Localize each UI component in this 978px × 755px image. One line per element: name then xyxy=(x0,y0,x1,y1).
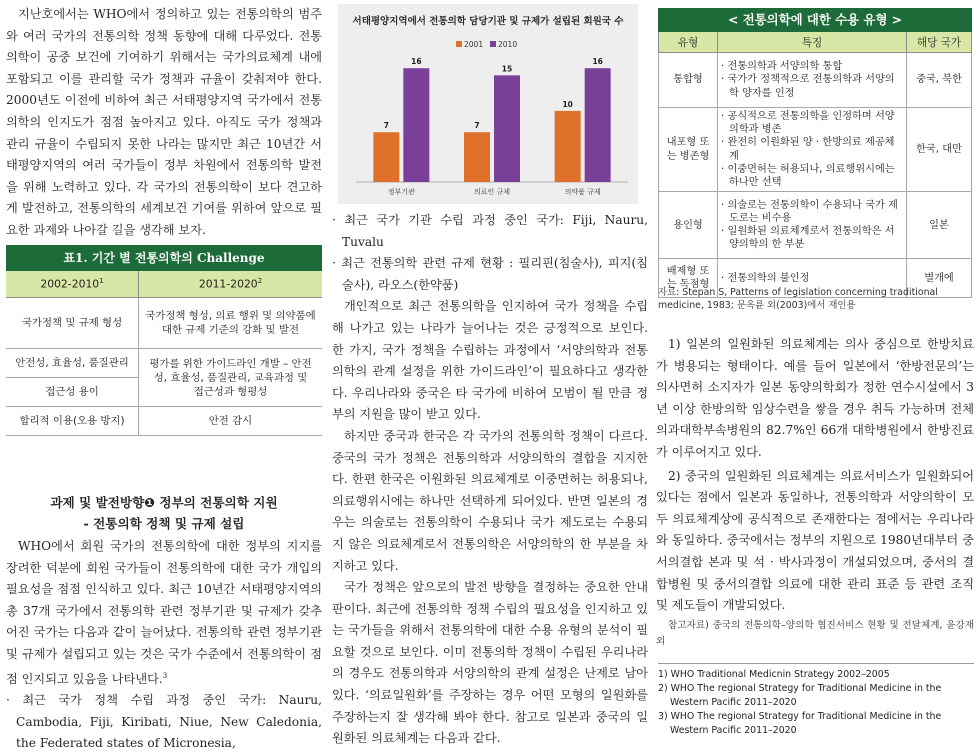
intro-paragraph: 지난호에서는 WHO에서 정의하고 있는 전통의학의 범주와 여러 국가의 전통의학 정책 동향에 대해 다루었다. 전통의학이 공중 보건에 기여하기 위해서는 국가의료체계 내에 포함되고 이를 관리할 국가 정책과 규율이 갖춰져야 한다. 2000년도 이전에 비하여 최근 서태평양지역 국가에서 전통의학의 인지도가 점점 높아지고 있다. 아직도 국가 정책과 관리 규율이 수립되지 못한 나라는 많지만 최근 10년간 서태평양지역의 여러 국가들이 정부 차원에서 전통의학 발전을 위해 노력하고 있다. 각 국가의 전통의학이 보다 견고하게 발전하고, 전통의학의 세계보건 기여를 위하여 앞으로 필요한 과제와 나아갈 길을 생각해 보자. xyxy=(6,7,322,237)
table-cell: 합리적 이용(오용 방지) xyxy=(6,407,139,436)
feature-item: · 의술로는 전통의학이 수용되나 국가 제도로는 비수용 xyxy=(721,199,898,225)
bar-2010-2 xyxy=(585,68,611,182)
feature-item: · 완전히 이원화된 양 · 한방의료 제공체계 xyxy=(721,137,895,162)
feature-item: · 전통의학과 서양의학 통합 xyxy=(721,61,843,73)
table-header-row xyxy=(6,271,322,298)
body-paragraph: 1) 일본의 일원화된 의료체계는 의사 중심으로 한방치료가 병용되는 형태이다. 예를 들어 일본에서 ‘한방전문의’는 의사면허 소지자가 일본 동양의학회가 정한 연수시설에서 3년 이상 한방의학 임상수련을 쌓을 경우 취득 가능하며 전체 의과대학부속병원의 82.7%인 66개 대학병원에서 한방진료가 이루어지고 있다. xyxy=(656,337,974,459)
header-country: 해당 국가 xyxy=(907,32,972,53)
data-label-2010-1: 15 xyxy=(501,64,513,74)
header-features: 특징 xyxy=(718,32,907,53)
data-label-2001-2: 10 xyxy=(562,99,573,109)
body-paragraph: 개인적으로 최근 전통의학을 인지하여 국가 정책을 수립해 나가고 있는 나라가 늘어나는 것은 긍정적으로 보인다. 한 가지, 국가 정책을 수립하는 과정에서 ‘서양의학과 전통의학의 관계 설정을 위한 가이드라인’이 필요하다고 생각한다. 우리나라와 중국은 타 국가에 비하여 모범이 될 만큼 정부의 지원을 많이 받고 있다. xyxy=(332,299,648,422)
legend-swatch-2001 xyxy=(456,41,462,47)
body-paragraph: 국가 정책은 앞으로의 발전 방향을 결정하는 중요한 안내판이다. 최근에 전통의학 정책 수립의 필요성을 인지하고 있는 국가들을 위해서 전통의학에 대한 수용 유형의 분석이 필요할 것으로 보인다. 이미 전통의학 정책이 수립된 우리나라의 경우도 전통의학과 서양의학의 관계 설정은 난제로 남아있다. ‘의료일원화’를 주장하는 경우 어떤 모형의 일원화를 주장하는지 잘 생각해 봐야 한다. 참고로 일본과 중국의 일원화된 의료체계는 다음과 같다. xyxy=(332,580,648,746)
category-label-1: 의료인 규제 xyxy=(473,188,511,196)
table-cell: 접근성 용이 xyxy=(6,378,139,407)
chart-title: 서태평양지역에서 전통의학 담당기관 및 규제가 설립된 회원국 수 xyxy=(352,16,624,27)
bar-chart xyxy=(338,4,638,204)
feature-item: · 일원화된 의료체계로서 전통의학은 서양의학의 한 부분 xyxy=(721,226,895,251)
table-row xyxy=(659,192,972,259)
bar-2001-1 xyxy=(464,132,490,182)
table-cell-type: 내포형 또는 병존형 xyxy=(659,108,718,192)
header-2011-2020: 2011-2020$^2$ xyxy=(139,271,323,298)
section-title-line1: 과제 및 발전방향❶ 정부의 전통의학 지원 xyxy=(50,495,278,510)
legend-label-2001: 2001 xyxy=(464,40,484,49)
table-cell-type: 용인형 xyxy=(659,192,718,259)
feature-item: · 공식적으로 전통의학을 인정하며 서양의학과 병존 xyxy=(721,111,895,136)
bullet-item: · 최근 국가 정책 수립 과정 중인 국가: Nauru, Cambodia, Fiji, Kiribati, Niue, New Caledonia, the Federated states of Micronesia, xyxy=(6,693,322,751)
bar-2010-1 xyxy=(494,75,520,182)
table-cell: 안전 감시 xyxy=(139,407,323,436)
feature-item: · 국가가 정책적으로 전통의학과 서양의학 양자를 인정 xyxy=(721,74,895,99)
table-cell-features xyxy=(718,53,907,108)
table-cell-country: 별개에 xyxy=(907,259,972,298)
table-row xyxy=(6,349,322,378)
table-cell-country: 일본 xyxy=(907,192,972,259)
bar-2001-2 xyxy=(555,111,581,182)
data-label-2010-2: 16 xyxy=(592,57,603,67)
table-source: 자료: Stepan S, Patterns of legislation concerning traditional medicine, 1983; 문옥륜 외(2003)에서 재인용 xyxy=(658,287,938,311)
table-cell: 평가를 위한 가이드라인 개발 – 안전성, 효율성, 품질관리, 교육과정 및 접근성과 형평성 xyxy=(139,349,323,407)
header-2002-2010: 2002-2010$^1$ xyxy=(6,271,139,298)
table-cell-type: 통합형 xyxy=(659,53,718,108)
bullet-item: · 최근 전통의학 관련 규제 현황 : 필리핀(침술사), 피지(침술사), 라오스(한약품) xyxy=(332,256,648,292)
body-paragraph: WHO에서 회원 국가의 전통의학에 대한 정부의 지지를 장려한 덕분에 회원 국가들이 전통의학에 대한 국가 개입의 필요성을 점점 인식하고 있다. 최근 10년간 서태평양지역의 총 37개 국가에서 전통의학 관련 정부기관 및 규제가 갖추어진 국가는 다음과 같이 늘어났다. 전통의학 관련 정부기관 및 규제가 설립되고 있는 것은 국가 수준에서 전통의학이 점점 인지되고 있음을 나타낸다.$^3$ xyxy=(6,539,322,686)
data-label-2010-0: 16 xyxy=(411,57,422,67)
table-caption: < 전통의학에 대한 수용 유형 > xyxy=(658,8,972,32)
legend-label-2010: 2010 xyxy=(498,40,518,49)
section-title-line2: - 전통의학 정책 및 규제 설립 xyxy=(83,516,245,531)
acceptance-table xyxy=(658,32,972,298)
reference-note: 참고자료) 중국의 전통의학–양의학 협진서비스 현황 및 전달체계, 윤강재 외 xyxy=(656,619,974,647)
table-cell: 국가정책 형성, 의료 행위 및 의약품에 대한 규제 기준의 강화 및 발전 xyxy=(139,298,323,349)
column-2 xyxy=(332,210,648,750)
table-cell-type: 배제형 또는 독점형 xyxy=(659,259,718,298)
chart-legend xyxy=(456,40,517,49)
table-row xyxy=(6,407,322,436)
table-acceptance-types xyxy=(658,8,972,298)
table-cell-country: 중국, 북한 xyxy=(907,53,972,108)
table-cell: 안전성, 효율성, 품질관리 xyxy=(6,349,139,378)
legend-swatch-2010 xyxy=(490,41,496,47)
column-1 xyxy=(6,4,322,242)
footnote-item: 3) WHO The regional Strategy for Traditional Medicine in the Western Pacific 2011–2020 xyxy=(658,711,942,736)
bullet-item: · 최근 국가 기관 수립 과정 중인 국가: Fiji, Nauru, Tuvalu xyxy=(332,213,648,249)
feature-item: · 전통의학의 불인정 xyxy=(721,272,810,284)
bar-2010-0 xyxy=(403,68,429,182)
section-heading xyxy=(6,492,322,534)
data-label-2001-0: 7 xyxy=(383,121,389,131)
body-paragraph: 2) 중국의 일원화된 의료체계는 의료서비스가 일원화되어 있다는 점에서 일본과 동일하나, 전통의학과 서양의학이 모두 의료체계상에 공식적으로 존재한다는 점에서는 우리나라와 동일하다. 중국에서는 정부의 지원으로 1980년대부터 중서의결합 본과 및 석 · 박사과정이 개설되었으며, 중서의 결합병원 및 중서의결합 의료에 대한 관리 표준 등 관련 조직 및 제도들이 개발되었다. xyxy=(656,468,974,613)
footnote-item: 1) WHO Traditional Medicnin Strategy 2002–2005 xyxy=(658,669,890,680)
table-cell-features xyxy=(718,108,907,192)
table-header-row xyxy=(659,32,972,53)
column-1-body xyxy=(6,536,322,755)
table-challenge xyxy=(6,245,322,436)
table-cell-country: 한국, 대만 xyxy=(907,108,972,192)
feature-item: · 이중면허는 허용되나, 의료행위시에는 하나만 선택 xyxy=(721,163,895,189)
column-3 xyxy=(656,334,974,650)
table-cell-features xyxy=(718,192,907,259)
chart-bars xyxy=(356,57,628,196)
table-caption: 표1. 기간 별 전통의학의 Challenge xyxy=(6,245,322,271)
category-label-2: 의약품 규제 xyxy=(564,188,601,196)
table-cell: 국가정책 및 규제 형성 xyxy=(6,298,139,349)
table-row xyxy=(6,298,322,349)
category-label-0: 정부기관 xyxy=(387,188,415,196)
bar-2001-0 xyxy=(373,132,399,182)
footnote-item: 2) WHO The regional Strategy for Traditional Medicine in the Western Pacific 2011–2020 xyxy=(658,683,942,708)
body-paragraph: 하지만 중국과 한국은 각 국가의 전통의학 정책이 다르다. 중국의 국가 정책은 전통의학과 서양의학의 결합을 지지한다. 한편 한국은 이원화된 의료체계로 이중면허는 허용되나, 의료행위시에는 하나만 선택하게 되어있다. 반면 일본의 경우는 의술로는 전통의학이 수용되나 국가 제도로는 수용되지 않은 의료체계로서 전통의학은 서양의학의 한 부분을 차지하고 있다. xyxy=(332,428,648,573)
header-type: 유형 xyxy=(659,32,718,53)
table-row xyxy=(659,108,972,192)
table-row xyxy=(659,53,972,108)
footnotes xyxy=(658,663,974,738)
data-label-2001-1: 7 xyxy=(474,121,480,131)
chart-svg xyxy=(338,4,638,204)
challenge-table xyxy=(6,271,322,436)
